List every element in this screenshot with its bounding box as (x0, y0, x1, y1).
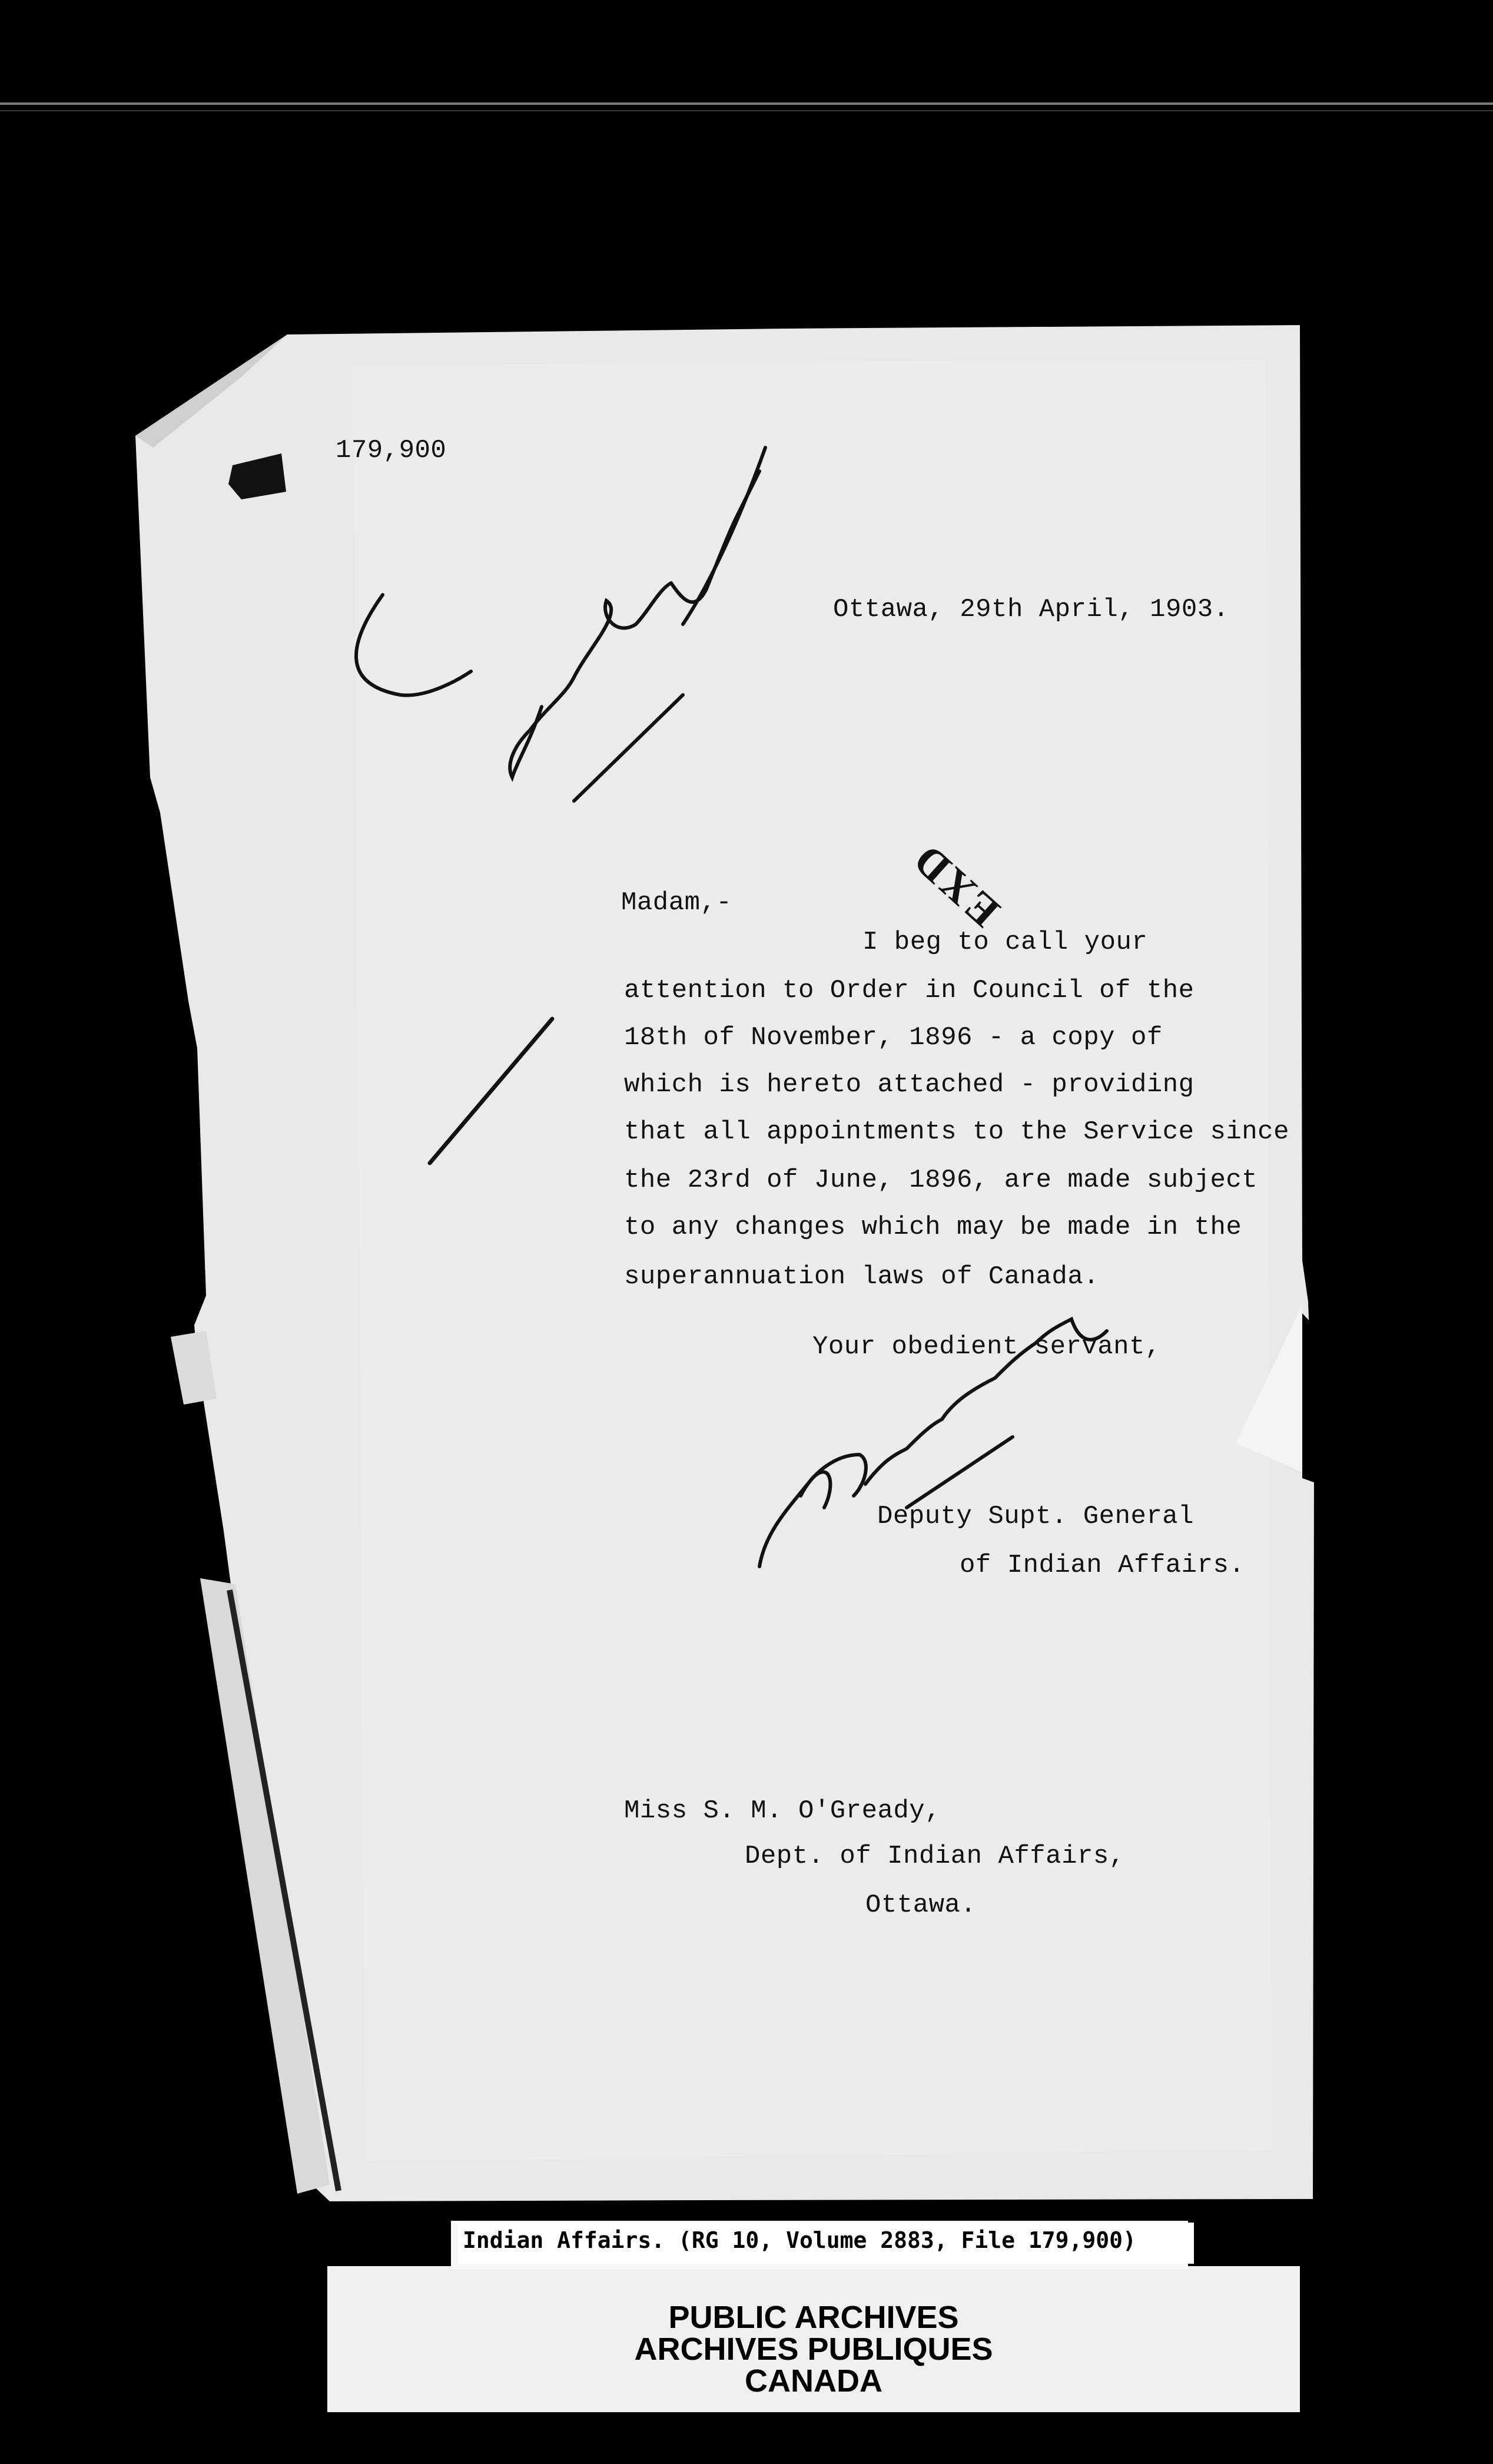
addressee-city: Ottawa. (865, 1890, 977, 1920)
paper-interior-tone (353, 359, 1272, 2161)
archives-line-canada: CANADA (745, 2363, 882, 2399)
body-line-1: I beg to call your (862, 928, 1148, 957)
date-line: Ottawa, 29th April, 1903. (833, 595, 1229, 624)
received-stamp: EXD (903, 834, 1009, 936)
salutation: Madam,- (621, 888, 732, 918)
body-line-7: to any changes which may be made in the (624, 1213, 1242, 1242)
archives-line-public: PUBLIC ARCHIVES (668, 2300, 959, 2335)
signatory-title-line-2: of Indian Affairs. (960, 1551, 1245, 1580)
body-line-3: 18th of November, 1896 - a copy of (624, 1023, 1163, 1052)
closing: Your obedient servant, (812, 1332, 1161, 1362)
file-number: 179,900 (336, 436, 447, 465)
body-line-6: the 23rd of June, 1896, are made subject (624, 1165, 1258, 1195)
body-line-4: which is hereto attached - providing (624, 1070, 1195, 1099)
signatory-title-line-1: Deputy Supt. General (877, 1502, 1195, 1531)
addressee-name: Miss S. M. O'Gready, (624, 1796, 941, 1826)
addressee-department: Dept. of Indian Affairs, (745, 1842, 1125, 1871)
archive-reference-text: Indian Affairs. (RG 10, Volume 2883, File 179,900) (463, 2227, 1136, 2253)
body-line-5: that all appointments to the Service since (624, 1117, 1289, 1147)
body-line-8: superannuation laws of Canada. (624, 1262, 1100, 1291)
body-line-2: attention to Order in Council of the (624, 976, 1195, 1005)
archives-line-publiques: ARCHIVES PUBLIQUES (634, 2331, 993, 2367)
paper-right-tear (1302, 1313, 1319, 1484)
